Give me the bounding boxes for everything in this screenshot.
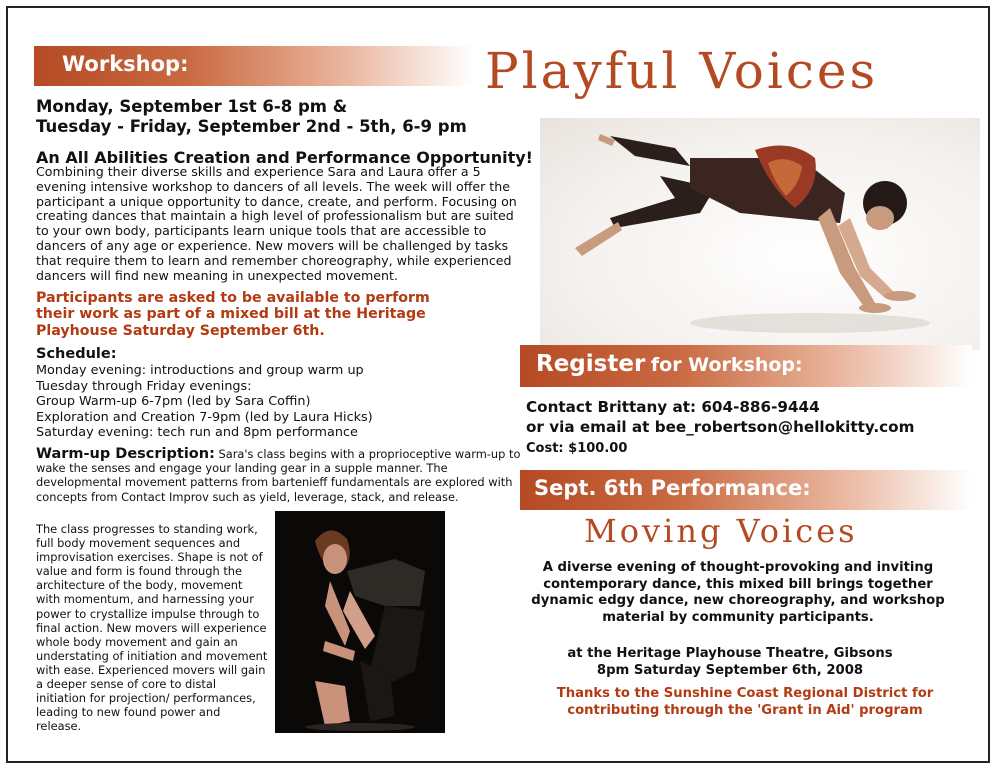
perform-note: Participants are asked to be available to perform their work as part of a mixed bill at the Heritage Playhouse Saturday September 6th. [36, 290, 430, 339]
schedule-item: Group Warm-up 6-7pm (led by Sara Coffin) [36, 394, 311, 410]
warmup-title: Warm-up Description: [36, 446, 215, 462]
venue-line-2: 8pm Saturday September 6th, 2008 [596, 662, 864, 678]
dancer-leap-illustration [540, 118, 980, 350]
register-contact [526, 397, 914, 437]
workshop-cost: Cost: $100.00 [526, 441, 628, 456]
performance-title: Moving Voices [584, 512, 858, 550]
performance-banner [520, 470, 972, 510]
schedule-title: Schedule: [36, 346, 117, 362]
schedule-item: Tuesday through Friday evenings: [36, 378, 252, 394]
performance-venue [540, 646, 920, 679]
register-banner [520, 345, 972, 387]
abilities-heading: An All Abilities Creation and Performance Opportunity! [36, 148, 533, 167]
performance-banner-label: Sept. 6th Performance: [534, 476, 811, 500]
date-line-2: Tuesday - Friday, September 2nd - 5th, 6-9 pm [36, 117, 467, 136]
register-banner-bold: Register [536, 351, 646, 377]
schedule-item: Monday evening: introductions and group warm up [36, 363, 364, 378]
date-line-1: Monday, September 1st 6-8 pm & [36, 97, 348, 116]
dancer-crouch-illustration [275, 511, 445, 733]
venue-line-1: at the Heritage Playhouse Theatre, Gibsons [567, 646, 893, 661]
register-banner-rest: for Workshop: [650, 354, 803, 376]
class-description: The class progresses to standing work, full body movement sequences and improvisation exercises. Shape is not of value and form is found through the architecture of the body, movement with momentum, and harnessing your power to crystallize impulse through to final action. New movers will experience whole body movement and gain an understating of initiation and movement with ease. Experienced movers will gain a deeper sense of core to distal initiation for projection/ performances, leading to new found power and release. [36, 522, 268, 734]
performance-description: A diverse evening of thought-provoking and inviting contemporary dance, this mixed bill brings together dynamic edgy dance, new choreography, and workshop material by community participants. [531, 560, 945, 625]
warmup-text: Sara's class begins with a proprioceptive warm-up to wake the senses and engage your landing gear in a supple manner. The developmental movement patterns from bartenieff fundamentals are explored with concepts from Contact Improv such as yield, leverage, stack, and release. [36, 447, 521, 504]
contact-email[interactable]: or via email at bee_robertson@hellokitty.com [526, 418, 915, 436]
dancer-leap-photo [540, 118, 980, 350]
schedule-list [36, 363, 373, 441]
schedule-item: Saturday evening: tech run and 8pm performance [36, 425, 358, 441]
workshop-intro: Combining their diverse skills and experience Sara and Laura offer a 5 evening intensive workshop to dancers of all levels. The week will offer the participant a unique opportunity to dance, create, and perform. Focusing on creating dances that maintain a high level of professionalism but are suited to your own body, participants learn unique tools that are accessible to dancers of any age or experience. New movers will be challenged by tasks that require them to learn and remember choreography, while experienced dancers will find new meaning in unexpected movement. [36, 164, 517, 283]
sponsor-thanks: Thanks to the Sunshine Coast Regional District for contributing through the 'Grant in Aid' program [556, 686, 934, 718]
warmup-description [36, 447, 526, 504]
schedule-item: Exploration and Creation 7-9pm (led by Laura Hicks) [36, 409, 373, 425]
dancer-crouch-photo [275, 511, 445, 733]
event-title: Playful Voices [485, 42, 879, 100]
workshop-dates [36, 97, 467, 137]
contact-phone: Contact Brittany at: 604-886-9444 [526, 398, 820, 416]
workshop-banner-label: Workshop: [62, 52, 189, 76]
workshop-banner [34, 46, 474, 86]
